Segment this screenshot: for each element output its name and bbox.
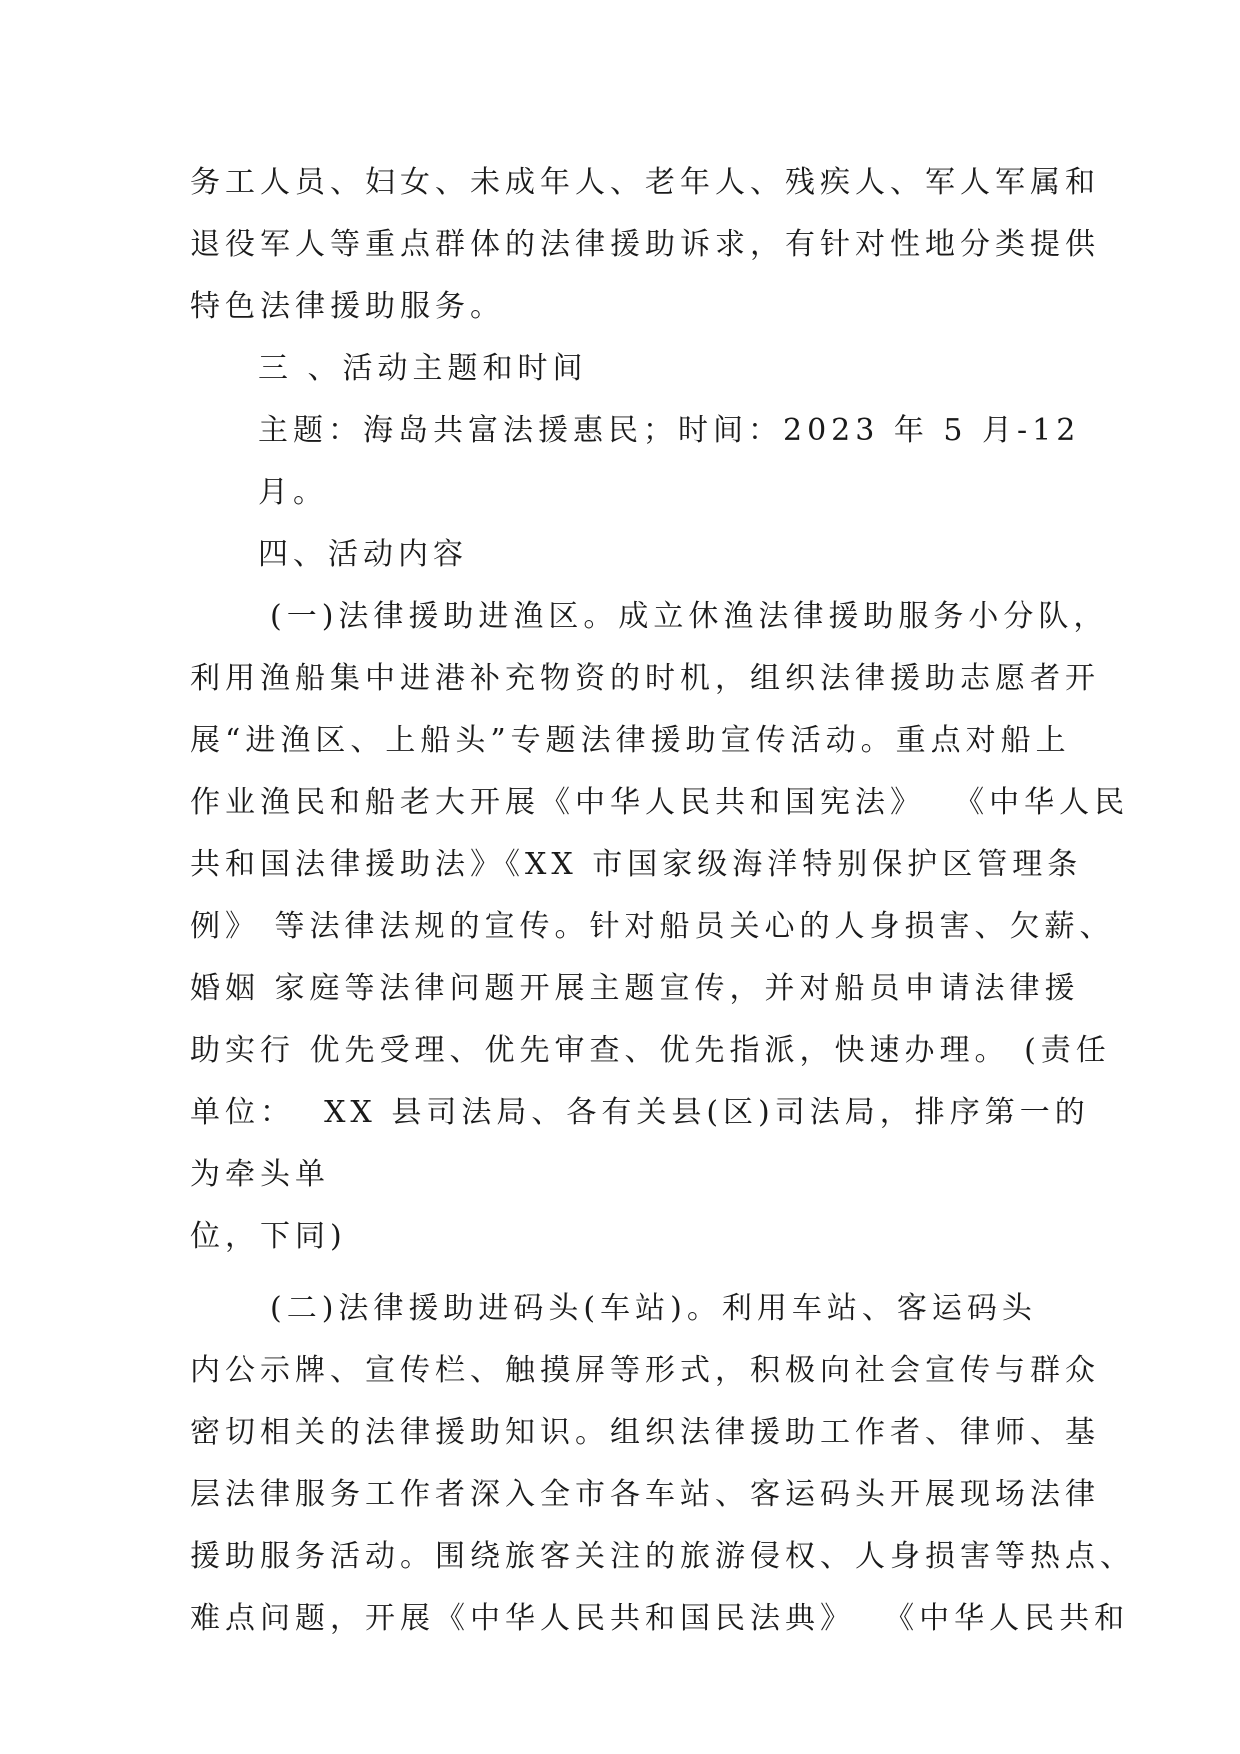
paragraph-line: 层法律服务工作者深入全市各车站、客运码头开展现场法律	[190, 1477, 1100, 1512]
paragraph-line: 密切相关的法律援助知识。组织法律援助工作者、律师、基	[190, 1415, 1100, 1450]
paragraph-line: 援助服务活动。围绕旅客关注的旅游侵权、人身损害等热点、	[190, 1539, 1135, 1574]
paragraph-line: 难点问题，开展《中华人民共和国民法典》 《中华人民共和	[190, 1601, 1130, 1636]
paragraph-line: 退役军人等重点群体的法律援助诉求，有针对性地分类提供	[190, 227, 1100, 262]
paragraph-line: 主题：海岛共富法援惠民；时间：2023 年 5 月-12	[258, 413, 1081, 448]
section-heading: 三 、活动主题和时间	[258, 351, 588, 386]
paragraph-line: (一)法律援助进渔区。成立休渔法律援助服务小分队，	[270, 599, 1109, 634]
paragraph-line: 例》 等法律法规的宣传。针对船员关心的人身损害、欠薪、	[190, 909, 1115, 944]
paragraph-line: 助实行 优先受理、优先审查、优先指派，快速办理。 (责任	[190, 1033, 1111, 1068]
paragraph-line: (二)法律援助进码头(车站)。利用车站、客运码头	[270, 1291, 1037, 1326]
paragraph-line: 作业渔民和船老大开展《中华人民共和国宪法》 《中华人民	[190, 785, 1130, 820]
paragraph-line: 位，下同)	[190, 1219, 347, 1254]
paragraph-line: 共和国法律援助法》《XX 市国家级海洋特别保护区管理条	[190, 847, 1083, 882]
paragraph-line: 特色法律援助服务。	[190, 289, 505, 324]
section-heading: 四、活动内容	[258, 537, 468, 572]
paragraph-line: 为牵头单	[190, 1157, 330, 1192]
paragraph-line: 内公示牌、宣传栏、触摸屏等形式，积极向社会宣传与群众	[190, 1353, 1100, 1388]
paragraph-line: 月。	[258, 475, 328, 510]
paragraph-line: 展“进渔区、上船头”专题法律援助宣传活动。重点对船上	[190, 723, 1071, 758]
paragraph-line: 婚姻 家庭等法律问题开展主题宣传，并对船员申请法律援	[190, 971, 1080, 1006]
paragraph-line: 单位： XX 县司法局、各有关县(区)司法局，排序第一的	[190, 1095, 1090, 1130]
paragraph-line: 利用渔船集中进港补充物资的时机，组织法律援助志愿者开	[190, 661, 1100, 696]
paragraph-line: 务工人员、妇女、未成年人、老年人、残疾人、军人军属和	[190, 165, 1100, 200]
